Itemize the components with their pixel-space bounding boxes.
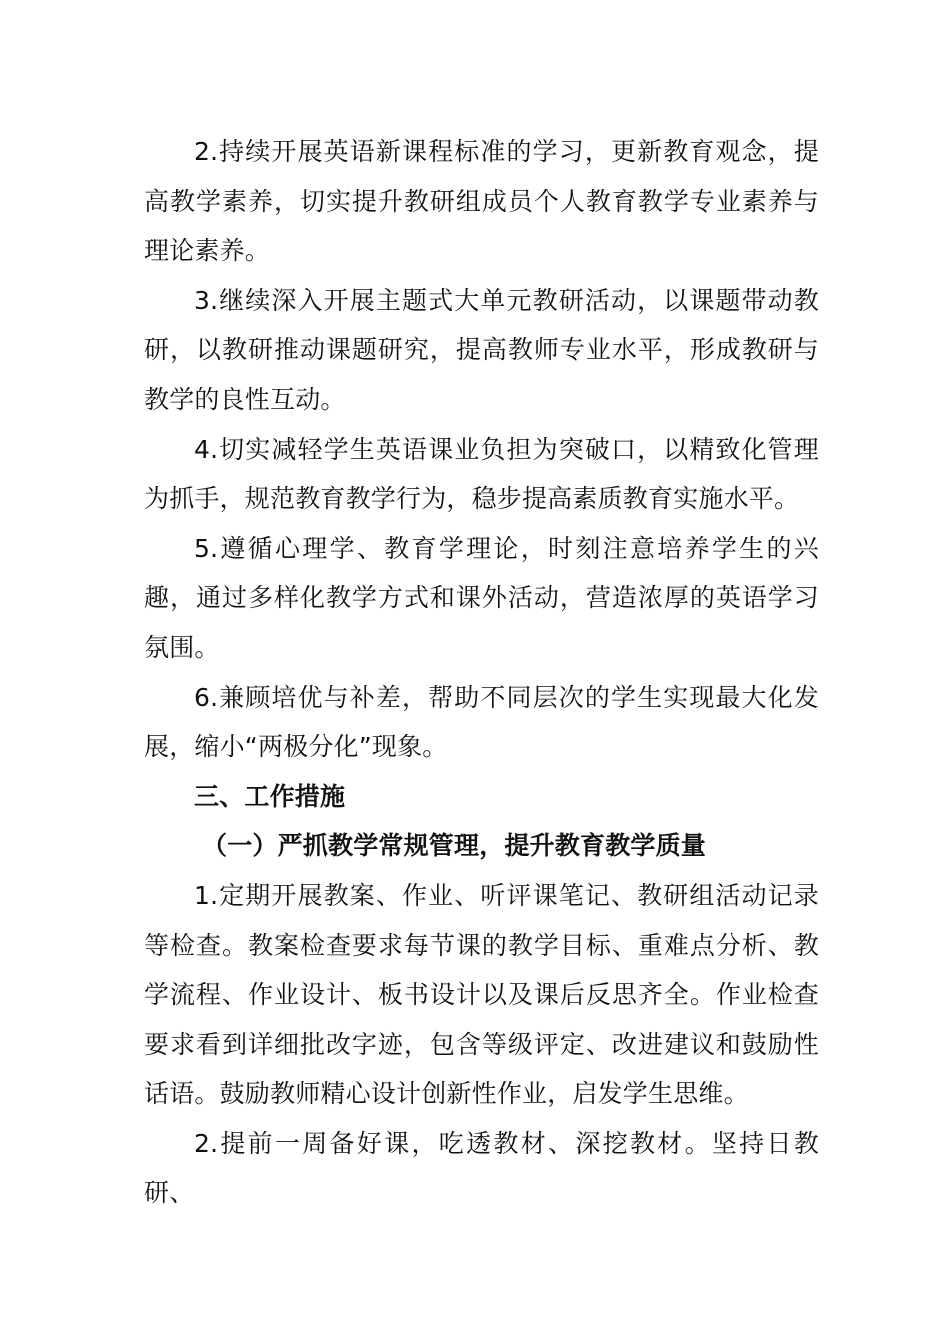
paragraph-item-6: 6.兼顾培优与补差，帮助不同层次的学生实现最大化发展，缩小“两极分化”现象。 xyxy=(144,682,819,762)
paragraph-item-5: 5.遵循心理学、教育学理论，时刻注意培养学生的兴趣，通过多样化教学方式和课外活动，营造浓厚的英语学习氛围。 xyxy=(144,533,819,662)
paragraph-item-2: 2.持续开展英语新课程标准的学习，更新教育观念，提高教学素养，切实提升教研组成员个人教育教学专业素养与理论素养。 xyxy=(144,137,819,266)
paragraph-measure-2: 2.提前一周备好课，吃透教材、深挖教材。坚持日教研、 xyxy=(144,1128,819,1208)
paragraph-measure-1: 1.定期开展教案、作业、听评课笔记、教研组活动记录等检查。教案检查要求每节课的教学目标、重难点分析、教学流程、作业设计、板书设计以及课后反思齐全。作业检查要求看到详细批改字迹，包含等级评定、改进建议和鼓励性话语。鼓励教师精心设计创新性作业，启发学生思维。 xyxy=(144,880,819,1109)
document-body xyxy=(144,127,819,1218)
paragraph-item-3: 3.继续深入开展主题式大单元教研活动，以课题带动教研，以教研推动课题研究，提高教师专业水平，形成教研与教学的良性互动。 xyxy=(144,285,819,414)
subsection-heading: （一）严抓教学常规管理，提升教育教学质量 xyxy=(202,831,707,861)
section-heading: 三、工作措施 xyxy=(194,781,346,811)
paragraph-item-4: 4.切实减轻学生英语课业负担为突破口，以精致化管理为抓手，规范教育教学行为，稳步提高素质教育实施水平。 xyxy=(144,434,819,514)
